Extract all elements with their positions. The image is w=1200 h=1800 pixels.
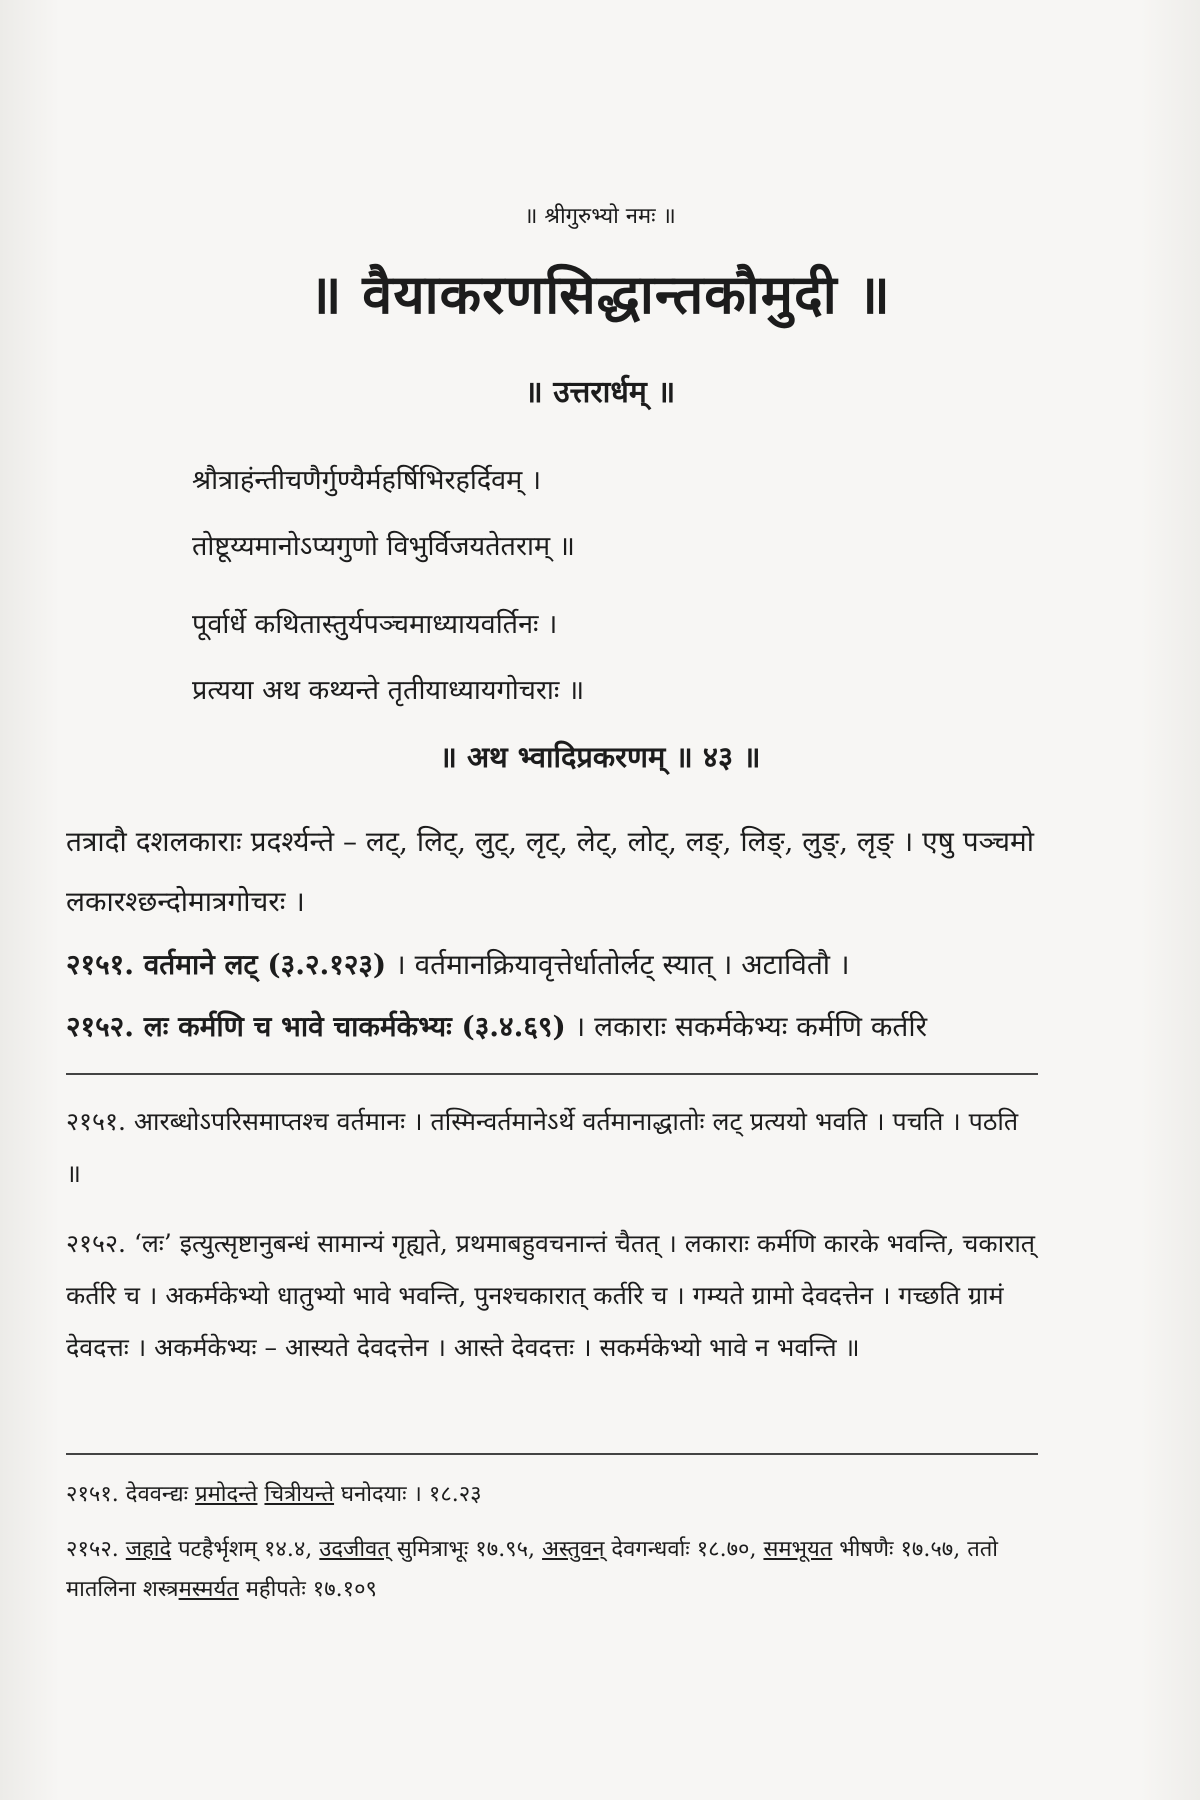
sutra-heading: २१५२. लः कर्मणि च भावे चाकर्मकेभ्यः (३.४.६९)	[66, 1010, 566, 1043]
footnote-example: समभूयत	[763, 1537, 833, 1562]
volume-subtitle: ॥ उत्तरार्धम् ॥	[524, 375, 676, 410]
footnote-example: अस्तुवन्	[542, 1537, 605, 1562]
footnote-text: सुमित्राभूः १७.९५,	[389, 1537, 543, 1562]
footnote-text: घनोदयाः । १८.२३	[334, 1482, 482, 1507]
mangala-verse-2	[192, 592, 1092, 724]
divider	[66, 1453, 1038, 1455]
footnote-text: देवगन्धर्वाः १८.७०,	[604, 1537, 764, 1562]
commentary-2151: २१५१. आरब्धोऽपरिसमाप्तश्च वर्तमानः । तस्मिन्वर्तमानेऽर्थे वर्तमानाद्धातोः लट् प्रत्ययो भवति । पचति । पठति ॥	[66, 1107, 1019, 1188]
footnote-text: देववन्द्यः	[118, 1482, 196, 1507]
footnote-example: चित्रीयन्ते	[264, 1482, 335, 1507]
footnote-number: २१५२.	[66, 1537, 119, 1562]
footnote-number: २१५१.	[66, 1482, 119, 1507]
footnote-example: प्रमोदन्ते	[195, 1482, 258, 1507]
footnote-2151	[66, 1475, 1038, 1515]
sutra-text: । लकाराः सकर्मकेभ्यः कर्मणि कर्तरि	[565, 1010, 928, 1043]
sutra-text: । वर्तमानक्रियावृत्तेर्धातोर्लट् स्यात् । अटावितौ ।	[386, 948, 850, 981]
mangala-verse-1	[192, 448, 1092, 580]
verse-line: तोष्टूय्यमानोऽप्यगुणो विभुर्विजयतेतराम् ॥	[192, 531, 575, 562]
invocation: ॥ श्रीगुरुभ्यो नमः ॥	[524, 204, 676, 229]
intro-paragraph: तत्रादौ दशलकाराः प्रदर्श्यन्ते – लट्, लिट्, लुट्, लृट्, लेट्, लोट्, लङ्, लिङ्, लुङ्, लृङ् । एषु पञ्चमो लकारश्छन्दोमात्रगोचरः ।	[66, 825, 1035, 918]
sutra-2151	[66, 935, 1038, 995]
verse-line: पूर्वार्धे कथितास्तुर्यपञ्चमाध्यायवर्तिनः ।	[192, 609, 558, 640]
footnote-example: जहादे	[125, 1537, 172, 1562]
footnote-text: पटहैर्भृशम् १४.४,	[171, 1537, 320, 1562]
sutra-2152	[66, 997, 1038, 1057]
divider	[66, 1073, 1038, 1075]
sutra-heading: २१५१. वर्तमाने लट् (३.२.१२३)	[66, 948, 387, 981]
commentary-2152: २१५२. ‘लः’ इत्युत्सृष्टानुबन्धं सामान्यं गृह्यते, प्रथमाबहुवचनान्तं चैतत् । लकाराः कर्मणि कारके भवन्ति, चकारात् कर्तरि च । अकर्मकेभ्यो धातुभ्यो भावे भवन्ति, पुनश्चकारात् कर्तरि च । गम्यते ग्रामो देवदत्तेन । गच्छति ग्रामं देवदत्तः । अकर्मकेभ्यः – आस्यते देवदत्तेन । आस्ते देवदत्तः । सकर्मकेभ्यो भावे न भवन्ति ॥	[66, 1229, 1036, 1362]
verse-line: श्रौत्राहंन्तीचणैर्गुण्यैर्महर्षिभिरहर्दिवम् ।	[192, 465, 542, 496]
footnote-2152	[66, 1530, 1038, 1610]
footnote-example: उदजीवत्	[319, 1537, 390, 1562]
footnote-text: भीषणैः १७.५७, ततो मातलिना शस्त्र	[66, 1537, 998, 1602]
footnote-example: मस्मर्यत	[178, 1577, 239, 1602]
verse-line: प्रत्यया अथ कथ्यन्ते तृतीयाध्यायगोचराः ॥	[192, 675, 585, 706]
footnote-text: महीपतेः १७.१०९	[238, 1577, 377, 1602]
section-heading: ॥ अथ भ्वादिप्रकरणम् ॥ ४३ ॥	[439, 740, 761, 774]
book-title: ॥ वैयाकरणसिद्धान्तकौमुदी ॥	[309, 262, 891, 326]
